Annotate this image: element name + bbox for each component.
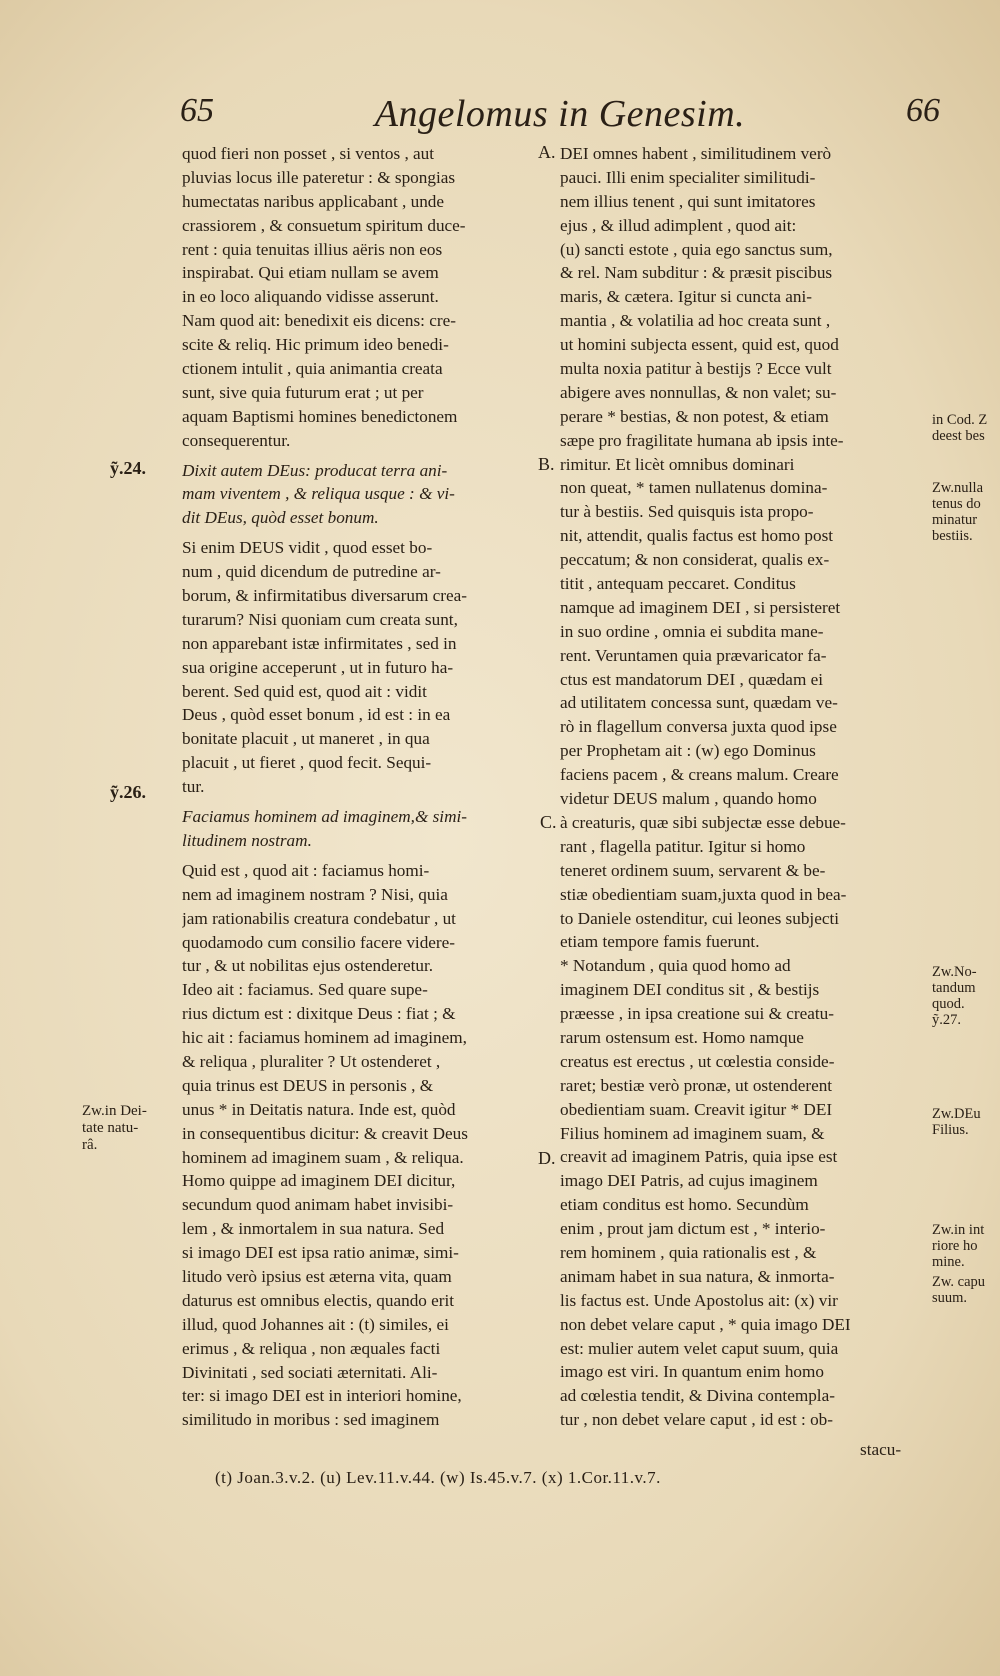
text-line: tur , non debet velare caput , id est : ob- (560, 1410, 834, 1430)
text-line: litudo verò ipsius est æterna vita, quam (182, 1266, 452, 1286)
section-letter: D. (538, 1148, 556, 1168)
text-line: & rel. Nam subditur : & præsit piscibus (560, 263, 833, 283)
text-line: enim , prout jam dictum est , * interio- (560, 1219, 826, 1239)
text-line: præesse , in ipsa creatione sui & creatu- (560, 1004, 834, 1024)
text-line: per Prophetam ait : (w) ego Dominus (560, 741, 816, 761)
margin-note (932, 1222, 1000, 1270)
text-line: namque ad imaginem DEI , si persisteret (560, 597, 841, 617)
text-line: imaginem DEI conditus sit , & bestijs (560, 980, 820, 1000)
text-line: quodamodo cum consilio facere videre- (182, 932, 455, 952)
text-line: pluvias locus ille pateretur : & spongias (182, 167, 456, 187)
text-line: in suo ordine , omnia ei subdita mane- (560, 621, 824, 641)
text-line: & reliqua , pluraliter ? Ut ostenderet , (182, 1051, 441, 1071)
text-line: quod fieri non posset , si ventos , aut (182, 144, 435, 163)
footnotes: (t) Joan.3.v.2. (u) Lev.11.v.44. (w) Is.45.v.7. (x) 1.Cor.11.v.7. (215, 1468, 661, 1487)
text-line: erimus , & reliqua , non æquales facti (182, 1338, 441, 1358)
text-line: ejus , & illud adimplent , quod ait: (560, 215, 797, 235)
margin-note-line: in Cod. Z (932, 412, 988, 428)
text-line: est: mulier autem velet caput suum, quia (560, 1338, 839, 1358)
page-number-left: 65 (180, 92, 214, 129)
text-line: nit, attendit, qualis factus est homo post (560, 526, 834, 546)
margin-note-line: minatur (932, 512, 978, 528)
lemma-line: dit DEus, quòd esset bonum. (182, 508, 379, 528)
text-line: borum, & infirmitatibus diversarum crea- (182, 586, 467, 606)
text-line: tur à bestiis. Sed quisquis ista propo- (560, 502, 814, 522)
margin-note-line: Zw.in int (932, 1222, 985, 1238)
text-line: sua origine acceperunt , ut in futuro ha- (182, 657, 454, 677)
text-line: berent. Sed quid est, quod ait : vidit (182, 681, 427, 701)
text-line: jam rationabilis creatura condebatur , ut (182, 908, 456, 928)
text-line: hominem ad imaginem suam , & reliqua. (182, 1147, 464, 1167)
text-line: abigere aves nonnullas, & non valet; su- (560, 382, 837, 402)
text-line: tur. (182, 777, 205, 797)
text-line: rem hominem , quia rationalis est , & (560, 1242, 817, 1262)
text-line: teneret ordinem suum, servarent & be- (560, 860, 826, 880)
text-line: * Notandum , quia quod homo ad (560, 956, 791, 976)
text-line: non debet velare caput , * quia imago DEI (560, 1314, 851, 1334)
text-line: ut homini subjecta essent, quid est, quod (560, 335, 839, 355)
text-line: in eo loco aliquando vidisse asserunt. (182, 287, 439, 307)
margin-note-line: mine. (932, 1254, 965, 1270)
text-line: rimitur. Et licèt omnibus dominari (560, 454, 795, 474)
left-column (182, 142, 552, 1432)
text-line: (u) sancti estote , quia ego sanctus sum, (560, 239, 833, 259)
text-line: tur , & ut nobilitas ejus ostenderetur. (182, 956, 434, 976)
section-letter: A. (538, 142, 556, 162)
margin-note-line: Zw. capu (932, 1274, 986, 1290)
text-line: Quid est , quod ait : faciamus homi- (182, 860, 430, 880)
text-line: placuit , ut fieret , quod fecit. Sequi- (182, 753, 432, 773)
text-line: Si enim DEUS vidit , quod esset bo- (182, 538, 433, 558)
section-letter: B. (538, 454, 555, 474)
text-line: Nam quod ait: benedixit eis dicens: cre- (182, 311, 456, 331)
text-line: lem , & inmortalem in sua natura. Sed (182, 1219, 445, 1239)
margin-note (82, 1103, 178, 1154)
margin-note-line: ỹ.27. (932, 1012, 961, 1028)
text-line: consequerentur. (182, 430, 291, 450)
section-letter: C. (540, 812, 557, 832)
running-title: Angelomus in Genesim. (374, 93, 746, 135)
text-line: perare * bestias, & non potest, & etiam (560, 406, 829, 426)
text-line: nem ad imaginem nostram ? Nisi, quia (182, 884, 448, 904)
text-line: Ideo ait : faciamus. Sed quare supe- (182, 980, 428, 1000)
text-line: num , quid dicendum de putredine ar- (182, 562, 441, 582)
page-number-right: 66 (906, 92, 940, 129)
margin-note-line: râ. (82, 1137, 98, 1153)
text-line: peccatum; & non considerat, qualis ex- (560, 550, 830, 570)
text-line: unus * in Deitatis natura. Inde est, quòd (182, 1099, 456, 1119)
catchword: stacu- (860, 1440, 902, 1459)
text-line: mantia , & volatilia ad hoc creata sunt , (560, 311, 831, 331)
text-line: imago DEI Patris, ad cujus imaginem (560, 1171, 818, 1191)
text-line: similitudo in moribus : sed imaginem (182, 1410, 440, 1430)
margin-note-line: Zw.No- (932, 964, 977, 980)
text-line: DEI omnes habent , similitudinem verò (560, 144, 832, 163)
text-line: raret; bestiæ verò pronæ, ut ostenderent (560, 1075, 833, 1095)
margin-note (932, 1274, 1000, 1306)
text-line: stiæ obedientiam suam,juxta quod in bea- (560, 884, 847, 904)
text-line: creavit ad imaginem Patris, quia ipse est (560, 1147, 838, 1167)
text-line: pauci. Illi enim specialiter similitudi- (560, 167, 816, 187)
margin-note (932, 1106, 1000, 1138)
margin-note-line: deest bes (932, 428, 985, 444)
text-line: à creaturis, quæ sibi subjectæ esse debue- (560, 812, 846, 832)
margin-note-line: tandum (932, 980, 976, 996)
text-line: Deus , quòd esset bonum , id est : in ea (182, 705, 451, 725)
right-column (560, 142, 940, 1432)
margin-note-line: Filius. (932, 1122, 969, 1138)
text-line: Filius hominem ad imaginem suam, & (560, 1123, 825, 1143)
text-line: creatus est erectus , ut cœlestia conside- (560, 1051, 835, 1071)
text-line: turarum? Nisi quoniam cum creata sunt, (182, 609, 458, 629)
text-line: rent. Veruntamen quia prævaricator fa- (560, 645, 827, 665)
text-line: Homo quippe ad imaginem DEI dicitur, (182, 1171, 456, 1191)
margin-note (932, 412, 1000, 444)
text-line: non apparebant istæ infirmitates , sed in (182, 633, 457, 653)
text-line: secundum quod animam habet invisibi- (182, 1195, 454, 1215)
text-line: ctionem intulit , quia animantia creata (182, 359, 443, 379)
text-line: si imago DEI est ipsa ratio animæ, simi- (182, 1243, 459, 1263)
margin-note-line: Zw.DEu (932, 1106, 981, 1122)
text-line: animam habet in sua natura, & inmorta- (560, 1266, 835, 1286)
text-line: etiam conditus est homo. Secundùm (560, 1195, 809, 1215)
text-line: non queat, * tamen nullatenus domina- (560, 478, 828, 498)
text-line: sæpe pro fragilitate humana ab ipsis inte- (560, 430, 844, 450)
text-line: rius dictum est : dixitque Deus : fiat ; & (182, 1004, 456, 1024)
text-line: rarum ostensum est. Homo namque (560, 1027, 804, 1047)
margin-note-line: Zw.in Dei- (82, 1103, 147, 1119)
page-header (180, 92, 940, 142)
text-line: ad utilitatem concessa sunt, quædam ve- (560, 693, 838, 713)
margin-note-line: suum. (932, 1290, 968, 1306)
text-line: daturus est omnibus electis, quando erit (182, 1290, 455, 1310)
margin-note-line: bestiis. (932, 528, 973, 544)
text-line: nem illius tenent , qui sunt imitatores (560, 191, 816, 211)
text-line: imago est viri. In quantum enim homo (560, 1362, 824, 1382)
lemma-line: litudinem nostram. (182, 830, 312, 850)
text-line: maris, & cætera. Igitur si cuncta ani- (560, 287, 812, 307)
text-line: hic ait : faciamus hominem ad imaginem, (182, 1028, 467, 1048)
text-line: inspirabat. Qui etiam nullam se avem (182, 263, 439, 283)
verse-label: ỹ.26. (110, 782, 146, 802)
lemma-line: mam viventem , & reliqua usque : & vi- (182, 484, 455, 504)
text-line: humectatas naribus applicabant , unde (182, 191, 445, 211)
text-line: sunt, sive quia futurum erat ; ut per (182, 382, 424, 402)
text-line: titit , antequam peccaret. Conditus (560, 574, 796, 594)
text-line: aquam Baptismi homines benedictonem (182, 406, 458, 426)
text-line: scite & reliq. Hic primum ideo benedi- (182, 335, 449, 355)
margin-note-line: tate natu- (82, 1120, 139, 1136)
text-line: etiam tempore famis fuerunt. (560, 932, 760, 952)
text-line: multa noxia patitur à bestijs ? Ecce vult (560, 359, 832, 379)
text-line: ad cœlestia tendit, & Divina contempla- (560, 1386, 835, 1406)
text-line: rent : quia tenuitas illius aëris non eos (182, 239, 443, 259)
margin-note (932, 480, 1000, 544)
text-line: obedientiam suam. Creavit igitur * DEI (560, 1099, 833, 1119)
margin-note-line: tenus do (932, 496, 981, 512)
text-line: lis factus est. Unde Apostolus ait: (x) vir (560, 1290, 838, 1310)
margin-note-line: riore ho (932, 1238, 978, 1254)
text-line: Divinitati , sed sociati æternitati. Ali- (182, 1362, 438, 1382)
text-line: quia trinus est DEUS in personis , & (182, 1075, 434, 1095)
text-line: rant , flagella patitur. Igitur si homo (560, 836, 806, 856)
lemma-line: Faciamus hominem ad imaginem,& simi- (182, 807, 467, 827)
text-line: videtur DEUS malum , quando homo (560, 789, 817, 809)
text-line: ter: si imago DEI est in interiori homine, (182, 1386, 462, 1406)
margin-note-line: Zw.nulla (932, 480, 984, 496)
text-line: illud, quod Johannes ait : (t) similes, ei (182, 1314, 449, 1334)
text-line: crassiorem , & consuetum spiritum duce- (182, 215, 466, 235)
lemma-line: Dixit autem DEus: producat terra ani- (182, 460, 448, 480)
text-line: to Daniele ostenditur, cui leones subjecti (560, 908, 840, 928)
text-line: rò in flagellum conversa juxta quod ipse (560, 717, 837, 737)
text-line: faciens pacem , & creans malum. Creare (560, 765, 839, 785)
text-line: bonitate placuit , ut maneret , in qua (182, 729, 430, 749)
margin-note (932, 964, 1000, 1028)
text-line: ctus est mandatorum DEI , quædam ei (560, 669, 824, 689)
text-line: in consequentibus dicitur: & creavit Deus (182, 1123, 468, 1143)
verse-label: ỹ.24. (110, 458, 146, 478)
margin-note-line: quod. (932, 996, 965, 1012)
